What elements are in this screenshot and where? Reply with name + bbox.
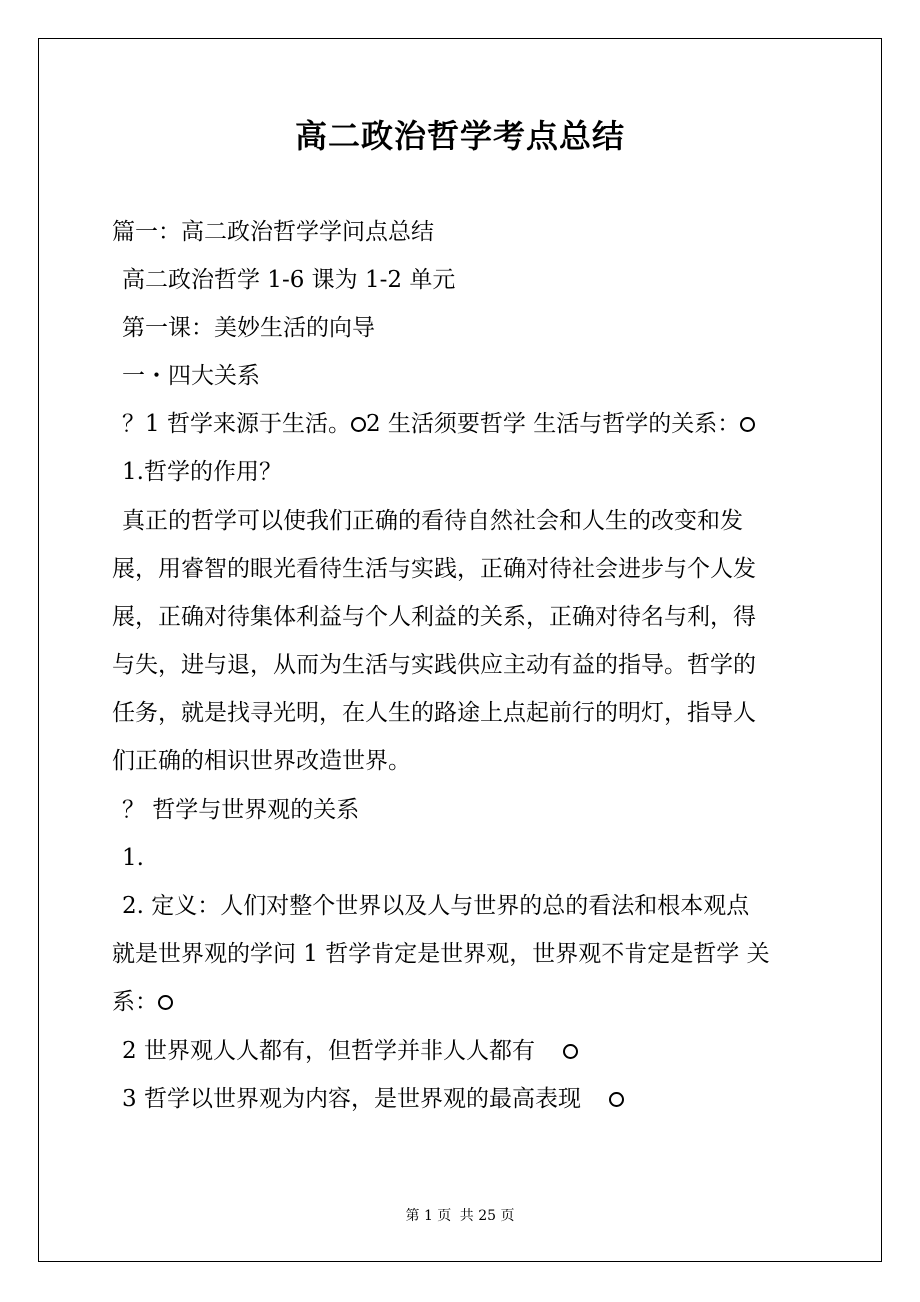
circle-marker-icon [609,1092,624,1107]
document-title: 高二政治哲学考点总结 [294,117,625,155]
circle-marker-icon [563,1044,578,1059]
text-line: 篇一：高二政治哲学学问点总结 [112,219,434,245]
text-line: 真正的哲学可以使我们正确的看待自然社会和人生的改变和发 [122,508,743,534]
text-line: 高二政治哲学 1-6 课为 1-2 单元 [122,267,456,293]
text-line: 与失，进与退，从而为生活与实践供应主动有益的指导。哲学的 [112,652,756,678]
text-segment: 系： [112,989,158,1015]
circle-marker-icon [351,417,366,432]
text-line: 1.哲学的作用？ [122,459,282,485]
text-segment: 2 生活须要哲学 生活与哲学的关系： [365,411,741,437]
text-line: 展，用睿智的眼光看待生活与实践，正确对待社会进步与个人发 [112,556,756,582]
text-line: 就是世界观的学问 1 哲学肯定是世界观，世界观不肯定是哲学 关 [112,941,770,967]
text-line: ？ 哲学与世界观的关系 [122,797,360,823]
text-line-with-markers [112,987,173,1017]
text-line: 2. 定义：人们对整个世界以及人与世界的总的看法和根本观点 [122,893,750,919]
page-footer [0,1206,920,1226]
text-line: 展，正确对待集体利益与个人利益的关系，正确对待名与利，得 [112,604,756,630]
page-total: 共 25 页 [459,1208,515,1224]
text-line-with-markers [122,1084,624,1114]
page-number: 第 1 页 [405,1208,452,1224]
text-line: 任务，就是找寻光明，在人生的路途上点起前行的明灯，指导人 [112,700,756,726]
text-line: 第一课：美妙生活的向导 [122,315,375,341]
text-segment: 3 哲学以世界观为内容，是世界观的最高表现 [122,1086,581,1112]
text-line-with-markers [122,1036,578,1066]
circle-marker-icon [158,995,173,1010]
text-segment: 2 世界观人人都有，但哲学并非人人都有 [122,1038,535,1064]
text-line: 一・四大关系 [122,363,260,389]
text-line-with-markers [122,409,755,439]
text-line: 们正确的相识世界改造世界。 [112,748,411,774]
text-line: 1. [122,845,144,871]
circle-marker-icon [740,417,755,432]
text-segment: ？1 哲学来源于生活。 [122,411,351,437]
